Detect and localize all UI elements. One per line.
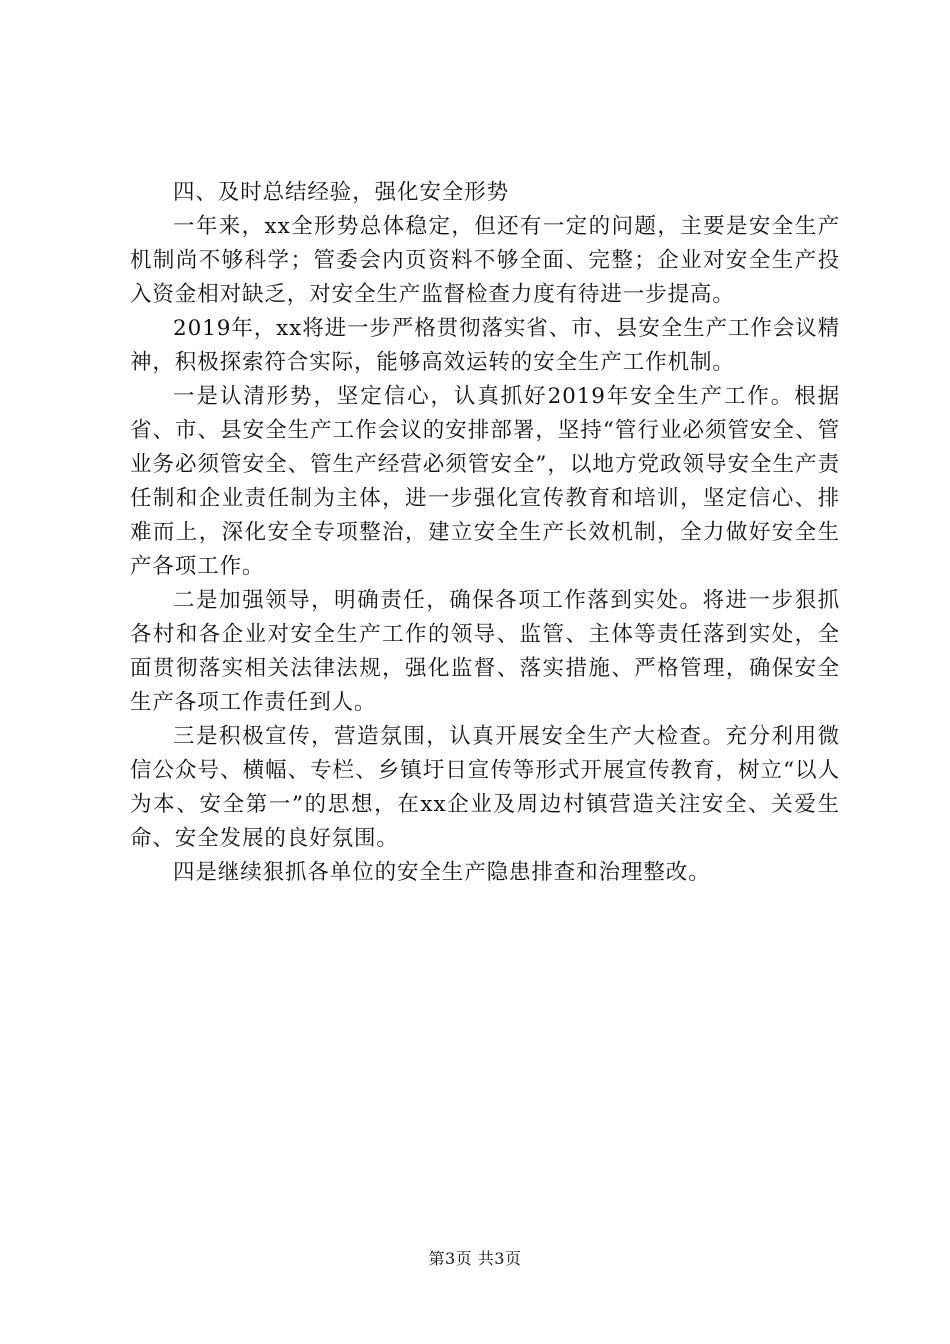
document-body xyxy=(130,176,840,890)
paragraph-point-one: 一是认清形势，坚定信心，认真抓好2019年安全生产工作。根据省、市、县安全生产工作会议的安排部署，坚持“管行业必须管安全、管业务必须管安全、管生产经营必须管安全”，以地方党政领导安全生产责任制和企业责任制为主体，进一步强化宣传教育和培训，坚定信心、排难而上，深化安全专项整治，建立安全生产长效机制，全力做好安全生产各项工作。 xyxy=(130,384,840,579)
paragraph-2019-plan: 2019年，xx将进一步严格贯彻落实省、市、县安全生产工作会议精神，积极探索符合实际，能够高效运转的安全生产工作机制。 xyxy=(130,316,840,375)
paragraph-point-four: 四是继续狠抓各单位的安全生产隐患排查和治理整改。 xyxy=(173,860,711,885)
paragraph-point-three: 三是积极宣传，营造氛围，认真开展安全生产大检查。充分利用微信公众号、横幅、专栏、乡镇圩日宣传等形式开展宣传教育，树立“以人为本、安全第一”的思想，在xx企业及周边村镇营造关注安全、关爱生命、安全发展的良好氛围。 xyxy=(130,724,840,851)
paragraph-summary: 一年来，xx全形势总体稳定，但还有一定的问题，主要是安全生产机制尚不够科学；管委会内页资料不够全面、完整；企业对安全生产投入资金相对缺乏，对安全生产监督检查力度有待进一步提高。 xyxy=(130,214,840,307)
page-footer: 第3页 共3页 xyxy=(428,1249,522,1268)
paragraph-point-two: 二是加强领导，明确责任，确保各项工作落到实处。将进一步狠抓各村和各企业对安全生产工作的领导、监管、主体等责任落到实处，全面贯彻落实相关法律法规，强化监督、落实措施、严格管理，确保安全生产各项工作责任到人。 xyxy=(130,588,840,715)
section-heading: 四、及时总结经验，强化安全形势 xyxy=(173,180,510,205)
